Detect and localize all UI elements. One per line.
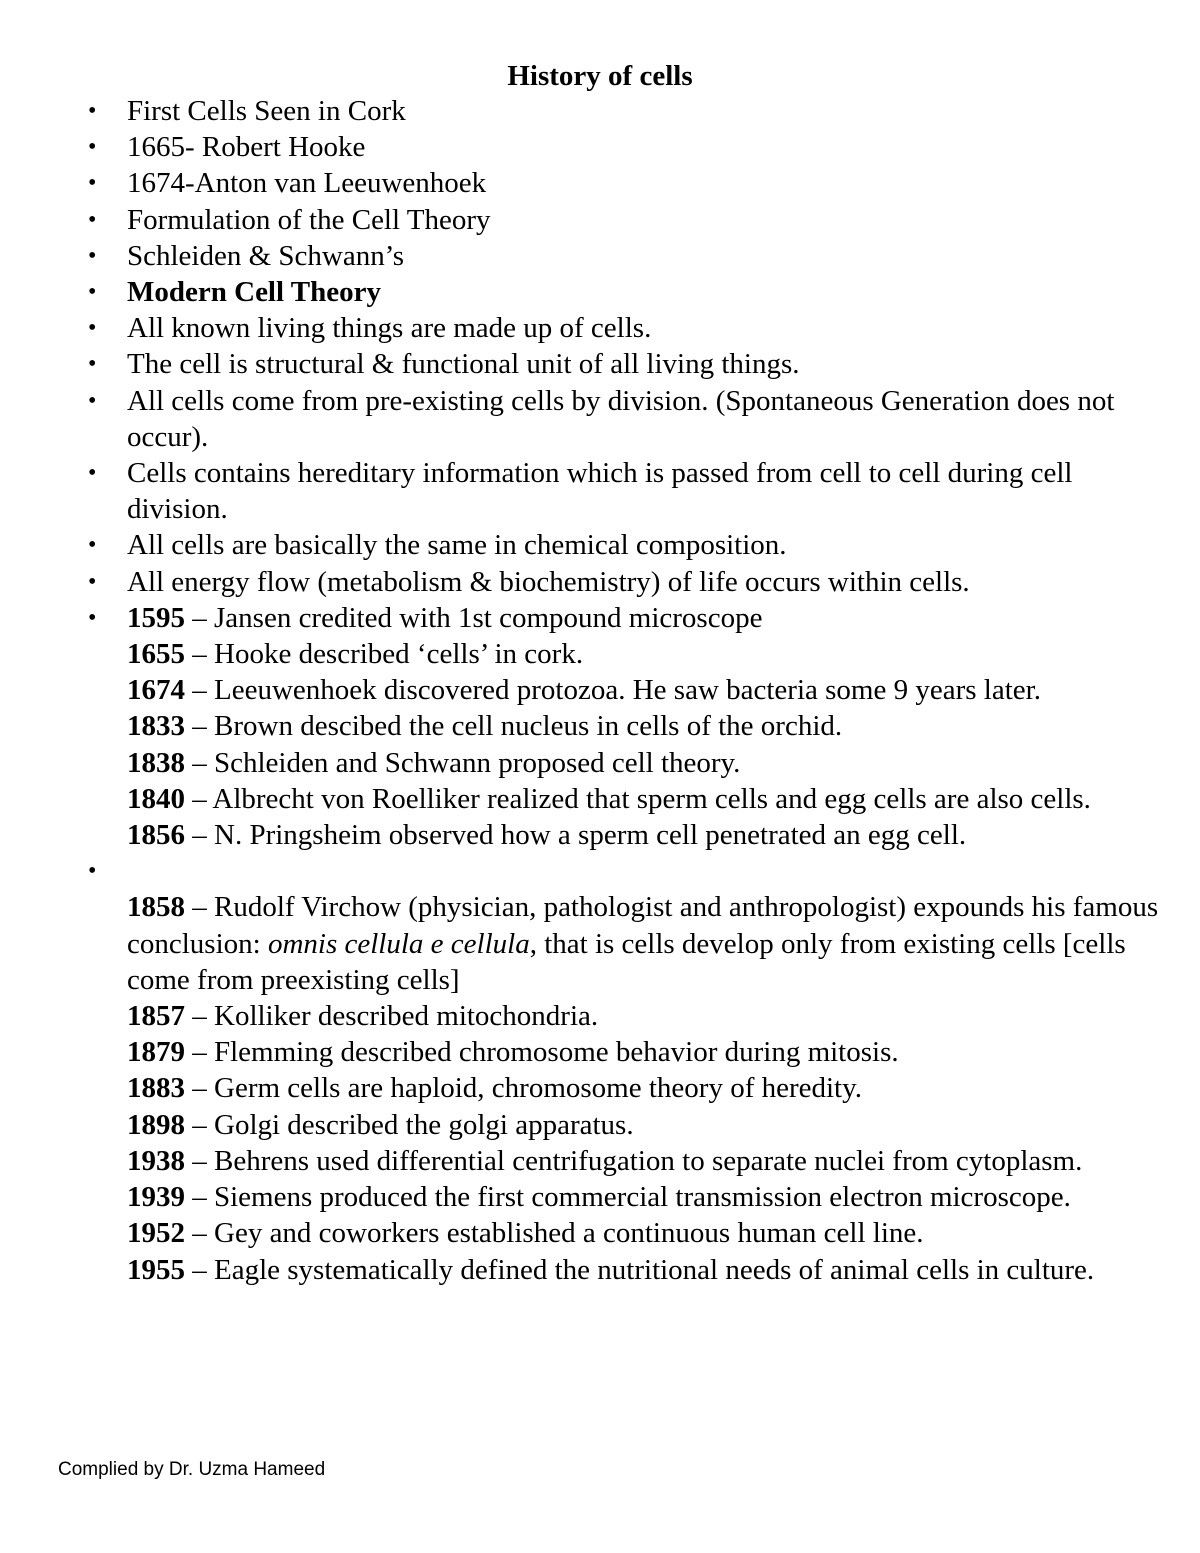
bullet-icon: •	[88, 532, 97, 559]
blank-line	[127, 853, 1168, 889]
timeline-entry	[127, 672, 1168, 708]
timeline-year: 1858	[127, 891, 185, 924]
timeline-text: – Hooke described ‘cells’ in cork.	[185, 638, 584, 671]
timeline-year: 1952	[127, 1217, 185, 1250]
section-heading: Modern Cell Theory	[127, 276, 381, 309]
timeline-text: – Germ cells are haploid, chromosome theory of heredity.	[185, 1072, 862, 1105]
list-item-text: All cells come from pre-existing cells by division. (Spontaneous Generation does not occur).	[127, 384, 1115, 453]
timeline-year: 1879	[127, 1036, 185, 1069]
timeline-text: , that is cells develop only from existing cells [cells come from preexisting cells]	[127, 927, 1126, 996]
list-item	[88, 564, 1168, 600]
page-title: History of cells	[507, 60, 693, 92]
timeline-entry	[127, 781, 1168, 817]
timeline-text: – N. Pringsheim observed how a sperm cell penetrated an egg cell.	[185, 819, 967, 852]
bullet-icon: •	[88, 170, 97, 197]
timeline-text: – Rudolf Virchow (physician, pathologist and anthropologist) expounds his famous conclusion:	[127, 891, 1159, 960]
timeline-text: – Leeuwenhoek discovered protozoa. He saw bacteria some 9 years later.	[185, 674, 1041, 707]
list-item	[88, 93, 1168, 129]
timeline-text: – Jansen credited with 1st compound microscope	[185, 601, 763, 634]
latin-phrase: omnis cellula e cellula	[267, 927, 530, 960]
bullet-icon: •	[88, 568, 97, 595]
timeline-year: 1595	[127, 601, 185, 634]
list-item	[88, 165, 1168, 201]
list-item	[88, 274, 1168, 310]
timeline-entry	[127, 745, 1168, 781]
timeline-block-early	[88, 600, 1168, 853]
timeline-text: – Albrecht von Roelliker realized that sperm cells and egg cells are also cells.	[185, 782, 1091, 815]
timeline-entry	[127, 1215, 1168, 1251]
timeline-text: – Behrens used differential centrifugation to separate nuclei from cytoplasm.	[185, 1144, 1083, 1177]
list-item-text: First Cells Seen in Cork	[127, 95, 406, 127]
timeline-entry	[127, 1252, 1168, 1288]
timeline-entry	[127, 889, 1168, 998]
timeline-entry	[127, 636, 1168, 672]
list-item-text: 1674-Anton van Leeuwenhoek	[127, 167, 487, 200]
timeline-block-late	[88, 853, 1168, 1287]
timeline-entry	[127, 600, 1168, 636]
timeline-entry	[127, 1107, 1168, 1143]
timeline-entry	[127, 1143, 1168, 1179]
timeline-entry	[127, 1034, 1168, 1070]
list-item-text: All energy flow (metabolism & biochemistry) of life occurs within cells.	[127, 565, 970, 598]
list-item-text: Formulation of the Cell Theory	[127, 203, 491, 236]
bullet-icon: •	[88, 351, 97, 378]
list-item-text: All known living things are made up of cells.	[127, 312, 652, 345]
bullet-icon: •	[88, 460, 97, 487]
list-item	[88, 310, 1168, 346]
list-item	[88, 129, 1168, 165]
timeline-text: – Flemming described chromosome behavior during mitosis.	[185, 1036, 899, 1069]
bullet-icon: •	[88, 98, 97, 124]
timeline-year: 1883	[127, 1072, 185, 1105]
timeline-year: 1898	[127, 1108, 185, 1141]
timeline-year: 1938	[127, 1144, 185, 1177]
list-item	[88, 238, 1168, 274]
timeline-text: – Gey and coworkers established a continuous human cell line.	[185, 1217, 924, 1250]
list-item	[88, 346, 1168, 382]
bullet-icon: •	[88, 206, 97, 233]
timeline-year: 1838	[127, 746, 185, 779]
bullet-icon: •	[88, 858, 97, 885]
bullet-icon: •	[88, 387, 97, 414]
timeline-year: 1840	[127, 782, 185, 815]
timeline-year: 1674	[127, 674, 185, 707]
list-item-text: Schleiden & Schwann’s	[127, 239, 405, 272]
timeline-entry	[127, 708, 1168, 744]
timeline-entry	[127, 817, 1168, 853]
bullet-list	[88, 93, 1168, 1288]
timeline-entry	[127, 1179, 1168, 1215]
footer-credit: Complied by Dr. Uzma Hameed	[58, 1459, 326, 1480]
timeline-text: – Brown descibed the cell nucleus in cells of the orchid.	[185, 710, 843, 743]
list-item	[88, 527, 1168, 563]
timeline-year: 1939	[127, 1181, 185, 1214]
list-item	[88, 202, 1168, 238]
list-item-text: 1665- Robert Hooke	[127, 131, 366, 164]
timeline-entry	[127, 1070, 1168, 1106]
timeline-year: 1833	[127, 710, 185, 743]
timeline-year: 1856	[127, 819, 185, 852]
timeline-entry	[127, 998, 1168, 1034]
bullet-icon: •	[88, 134, 97, 161]
list-item	[88, 383, 1168, 455]
bullet-icon: •	[88, 242, 97, 269]
timeline-text: – Eagle systematically defined the nutritional needs of animal cells in culture.	[185, 1253, 1095, 1286]
list-item-text: The cell is structural & functional unit of all living things.	[127, 348, 800, 381]
timeline-text: – Siemens produced the first commercial transmission electron microscope.	[185, 1181, 1071, 1214]
timeline-text: – Schleiden and Schwann proposed cell theory.	[185, 746, 741, 779]
timeline-text: – Kolliker described mitochondria.	[185, 1000, 599, 1033]
bullet-icon: •	[88, 279, 97, 306]
bullet-icon: •	[88, 604, 97, 631]
list-item	[88, 455, 1168, 527]
list-item-text: All cells are basically the same in chemical composition.	[127, 529, 787, 562]
timeline-text: – Golgi described the golgi apparatus.	[185, 1108, 634, 1141]
timeline-year: 1955	[127, 1253, 185, 1286]
timeline-year: 1655	[127, 638, 185, 671]
list-item-text: Cells contains hereditary information which is passed from cell to cell during cell division.	[127, 457, 1073, 526]
bullet-icon: •	[88, 315, 97, 342]
timeline-year: 1857	[127, 1000, 185, 1033]
